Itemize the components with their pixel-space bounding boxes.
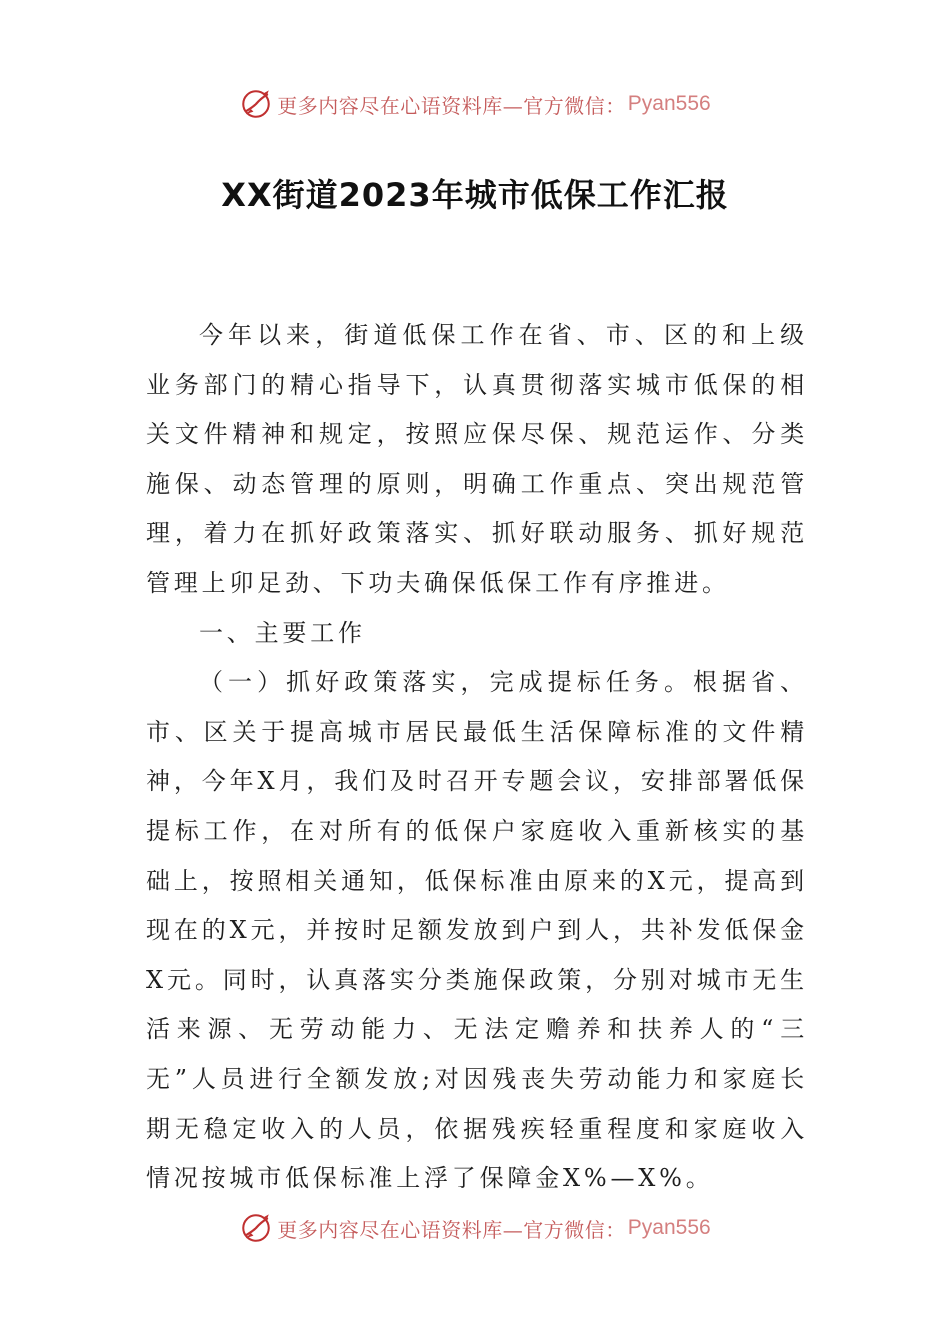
paragraph-intro: 今年以来，街道低保工作在省、市、区的和上级业务部门的精心指导下，认真贯彻落实城市低保的相关文件精神和规定，按照应保尽保、规范运作、分类施保、动态管理的原则，明确工作重点、突出规范管理，着力在抓好政策落实、抓好联动服务、抓好规范管理上卯足劲、下功夫确保低保工作有序推进。 [146,321,808,597]
watermark-wechat-id: Pyan556 [627,1216,711,1239]
section-heading-main-work: 一、主要工作 [199,618,366,647]
watermark-text: 更多内容尽在心语资料库—官方微信： [277,93,626,118]
paragraph-policy: （一）抓好政策落实，完成提标任务。根据省、市、区关于提高城市居民最低生活保障标准的文件精神，今年X月，我们及时召开专题会议，安排部署低保提标工作，在对所有的低保户家庭收入重新核实的基础上，按照相关通知，低保标准由原来的X元，提高到现在的X元，并按时足额发放到户到人，共补发低保金X元。同时，认真落实分类施保政策，分别对城市无生活来源、无劳动能力、无法定赡养和扶养人的“三无”人员进行全额发放;对因残丧失劳动能力和家庭长期无稳定收入的人员，依据残疾轻重程度和家庭收入情况按城市低保标准上浮了保障金X%—X%。 [146,668,808,1193]
pen-logo-icon [239,87,273,121]
document-body [146,311,808,1204]
document-title: XX街道2023年城市低保工作汇报 [221,176,729,214]
watermark-header [0,84,950,124]
watermark-footer [0,1208,950,1248]
watermark-text: 更多内容尽在心语资料库—官方微信： [277,1217,626,1242]
watermark-wechat-id: Pyan556 [627,92,711,115]
pen-logo-icon [239,1211,273,1245]
